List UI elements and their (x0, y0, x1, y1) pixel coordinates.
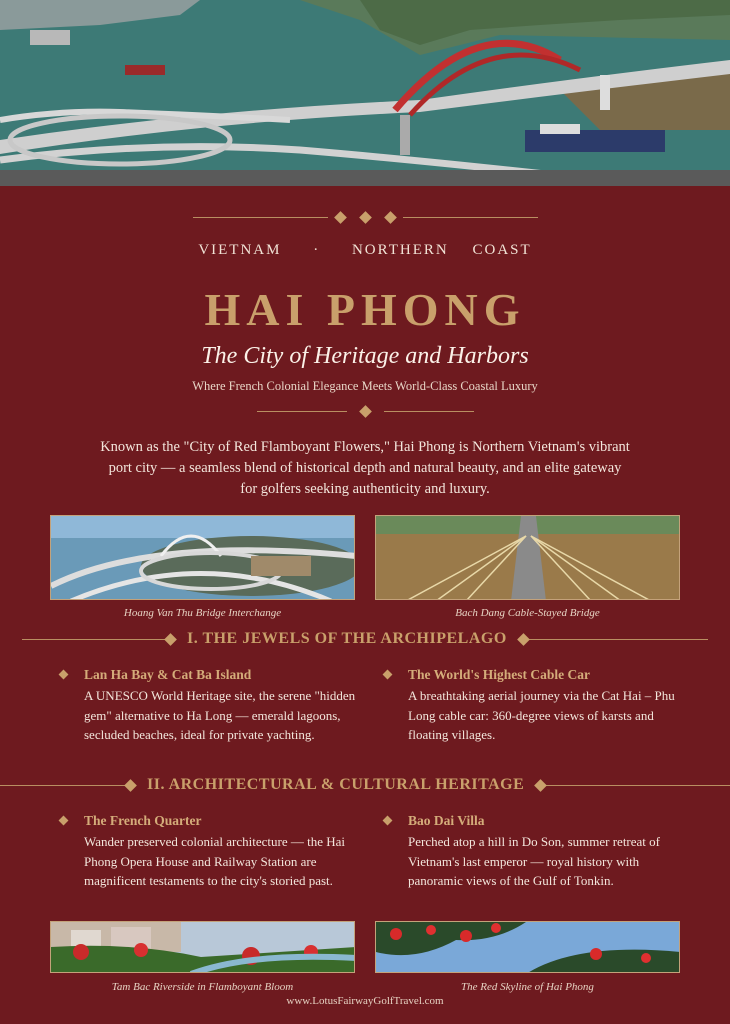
diamond-bullet-icon (383, 670, 393, 680)
item-cable-car (408, 667, 683, 745)
diamond-icon (384, 211, 397, 224)
page-title: HAI PHONG (204, 284, 526, 335)
region-word-coast: COAST (472, 242, 532, 258)
caption-tam-bac-riverside: Tam Bac Riverside in Flamboyant Bloom (111, 981, 294, 993)
item-title: Bao Dai Villa (408, 813, 485, 828)
heading-line-left (22, 639, 170, 640)
photo-cable-bridge (375, 515, 680, 600)
diamond-icon (359, 211, 372, 224)
diamond-icon (534, 779, 547, 792)
item-body: Perched atop a hill in Do Son, summer retreat of Vietnam's last emperor — royal history with panoramic views of the Gulf of Tonkin. (408, 834, 660, 888)
diamond-bullet-icon (59, 816, 69, 826)
item-body: A UNESCO World Heritage site, the serene "hidden gem" alternative to Ha Long — emerald lagoons, secluded beaches, ideal for private yachting. (84, 688, 356, 742)
ornament-line-right (403, 217, 538, 218)
item-french-quarter (84, 813, 359, 891)
region-word-vietnam: VIETNAM (198, 242, 282, 258)
diamond-bullet-icon (59, 670, 69, 680)
caption-bridge-interchange: Hoang Van Thu Bridge Interchange (123, 607, 282, 619)
intro-paragraph: Known as the "City of Red Flamboyant Flowers," Hai Phong is Northern Vietnam's vibrant port city — a seamless blend of historical depth and natural beauty, and an elite gateway for golfers seeking authenticity and luxury. (100, 439, 630, 497)
hero-illustration (0, 0, 730, 186)
item-lan-ha-bay (84, 667, 359, 745)
heading-line-right (524, 639, 708, 640)
page-subtagline: Where French Colonial Elegance Meets World-Class Coastal Luxury (192, 379, 538, 393)
heading-line-right (541, 785, 730, 786)
ornament-line-left (193, 217, 328, 218)
photo-tam-bac-riverside (50, 921, 355, 973)
red-skyline-image (376, 922, 680, 973)
item-title: The World's Highest Cable Car (408, 667, 591, 682)
mid-ornament (0, 407, 730, 416)
region-separator: · (313, 242, 321, 258)
riverside-image (51, 922, 355, 973)
ornament-line-left (257, 411, 347, 412)
diamond-icon (359, 405, 372, 418)
section-1-heading (0, 630, 730, 648)
caption-cable-bridge: Bach Dang Cable-Stayed Bridge (455, 607, 600, 619)
diamond-icon (334, 211, 347, 224)
ornament-line-right (384, 411, 474, 412)
section-2-heading (0, 776, 730, 794)
page-tagline: The City of Heritage and Harbors (201, 343, 529, 369)
interchange-image (51, 516, 355, 600)
item-bao-dai-villa (408, 813, 683, 891)
region-heading (0, 242, 730, 259)
region-word-northern: NORTHERN (351, 242, 449, 258)
cable-bridge-image (376, 516, 680, 600)
item-body: Wander preserved colonial architecture — the Hai Phong Opera House and Railway Station are magnificent testaments to the city's storied past. (84, 834, 345, 888)
caption-red-skyline: The Red Skyline of Hai Phong (461, 981, 594, 993)
item-title: The French Quarter (84, 813, 202, 828)
footer-website: www.LotusFairwayGolfTravel.com (286, 995, 444, 1007)
photo-red-skyline (375, 921, 680, 973)
item-title: Lan Ha Bay & Cat Ba Island (84, 667, 252, 682)
hero-photo-harbor-bridge (0, 0, 730, 186)
top-ornament (0, 213, 730, 222)
diamond-bullet-icon (383, 816, 393, 826)
photo-bridge-interchange (50, 515, 355, 600)
item-body: A breathtaking aerial journey via the Cat Hai – Phu Long cable car: 360-degree views of karsts and floating villages. (408, 688, 675, 742)
section-1-title: I. THE JEWELS OF THE ARCHIPELAGO (187, 630, 507, 647)
heading-line-left (0, 785, 130, 786)
diamond-icon (517, 633, 530, 646)
section-2-title: II. ARCHITECTURAL & CULTURAL HERITAGE (147, 776, 525, 793)
